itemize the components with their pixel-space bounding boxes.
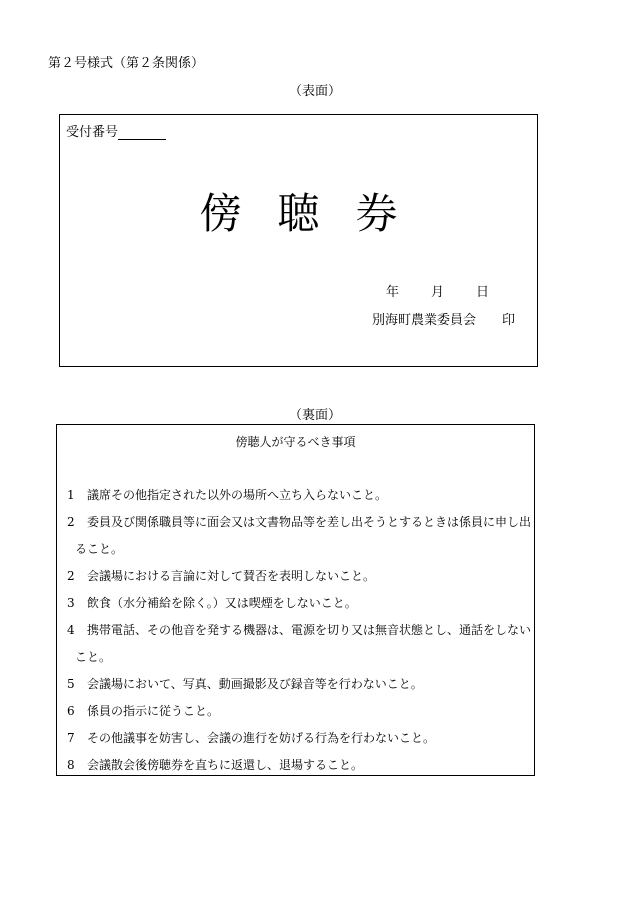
rule-item xyxy=(67,729,435,746)
rule-number: 3 xyxy=(67,596,75,610)
issuer-name: 別海町農業委員会 xyxy=(372,313,477,328)
rule-number: 6 xyxy=(67,704,75,718)
issue-date xyxy=(386,281,489,300)
date-year: 年 xyxy=(386,285,400,300)
rule-text: 議席その他指定された以外の場所へ立ち入らないこと。 xyxy=(87,488,388,502)
date-day: 日 xyxy=(476,285,490,300)
rule-item xyxy=(67,594,357,611)
rule-text: 会議場における言論に対して賛否を表明しないこと。 xyxy=(87,569,376,583)
rule-item xyxy=(67,513,531,530)
rule-item xyxy=(67,567,375,584)
receipt-number xyxy=(66,121,166,140)
form-number: 第２号様式（第２条関係） xyxy=(48,56,205,71)
rule-item xyxy=(67,702,219,719)
back-caption: （裏面） xyxy=(288,408,341,423)
rule-text: 会議場において、写真、動画撮影及び録音等を行わないこと。 xyxy=(87,677,423,691)
date-month: 月 xyxy=(431,285,445,300)
rule-number: 2 xyxy=(67,569,75,583)
issuer xyxy=(372,309,515,328)
ticket-title: 傍聴券 xyxy=(199,189,434,238)
front-caption: （表面） xyxy=(288,84,341,99)
rules-heading: 傍聴人が守るべき事項 xyxy=(235,435,356,449)
rule-continuation: ること。 xyxy=(75,542,124,556)
rule-item xyxy=(67,486,387,503)
rule-item xyxy=(67,621,531,638)
ticket-back xyxy=(56,424,535,776)
rule-item xyxy=(67,756,363,773)
rule-number: 5 xyxy=(67,677,75,691)
rule-text: その他議事を妨害し、会議の進行を妨げる行為を行わないこと。 xyxy=(87,731,436,745)
ticket-front xyxy=(59,114,538,367)
rule-number: 1 xyxy=(67,488,75,502)
rule-text: 飲食（水分補給を除く。）又は喫煙をしないこと。 xyxy=(87,596,357,610)
rule-text: 委員及び関係職員等に面会又は文書物品等を差し出そうとするときは係員に申し出 xyxy=(87,515,532,529)
rule-text: 携帯電話、その他音を発する機器は、電源を切り又は無音状態とし、通話をしない xyxy=(87,623,532,637)
rule-number: 7 xyxy=(67,731,75,745)
rule-number: 2 xyxy=(67,515,75,529)
rule-continuation: こと。 xyxy=(75,650,112,664)
rule-text: 会議散会後傍聴券を直ちに返還し、退場すること。 xyxy=(87,758,364,772)
rule-number: 4 xyxy=(67,623,75,637)
rule-item xyxy=(67,675,423,692)
seal-mark: 印 xyxy=(502,313,516,328)
rule-text: 係員の指示に従うこと。 xyxy=(87,704,220,718)
receipt-number-blank xyxy=(118,125,166,140)
receipt-number-label: 受付番号 xyxy=(66,125,119,140)
rule-number: 8 xyxy=(67,758,75,772)
